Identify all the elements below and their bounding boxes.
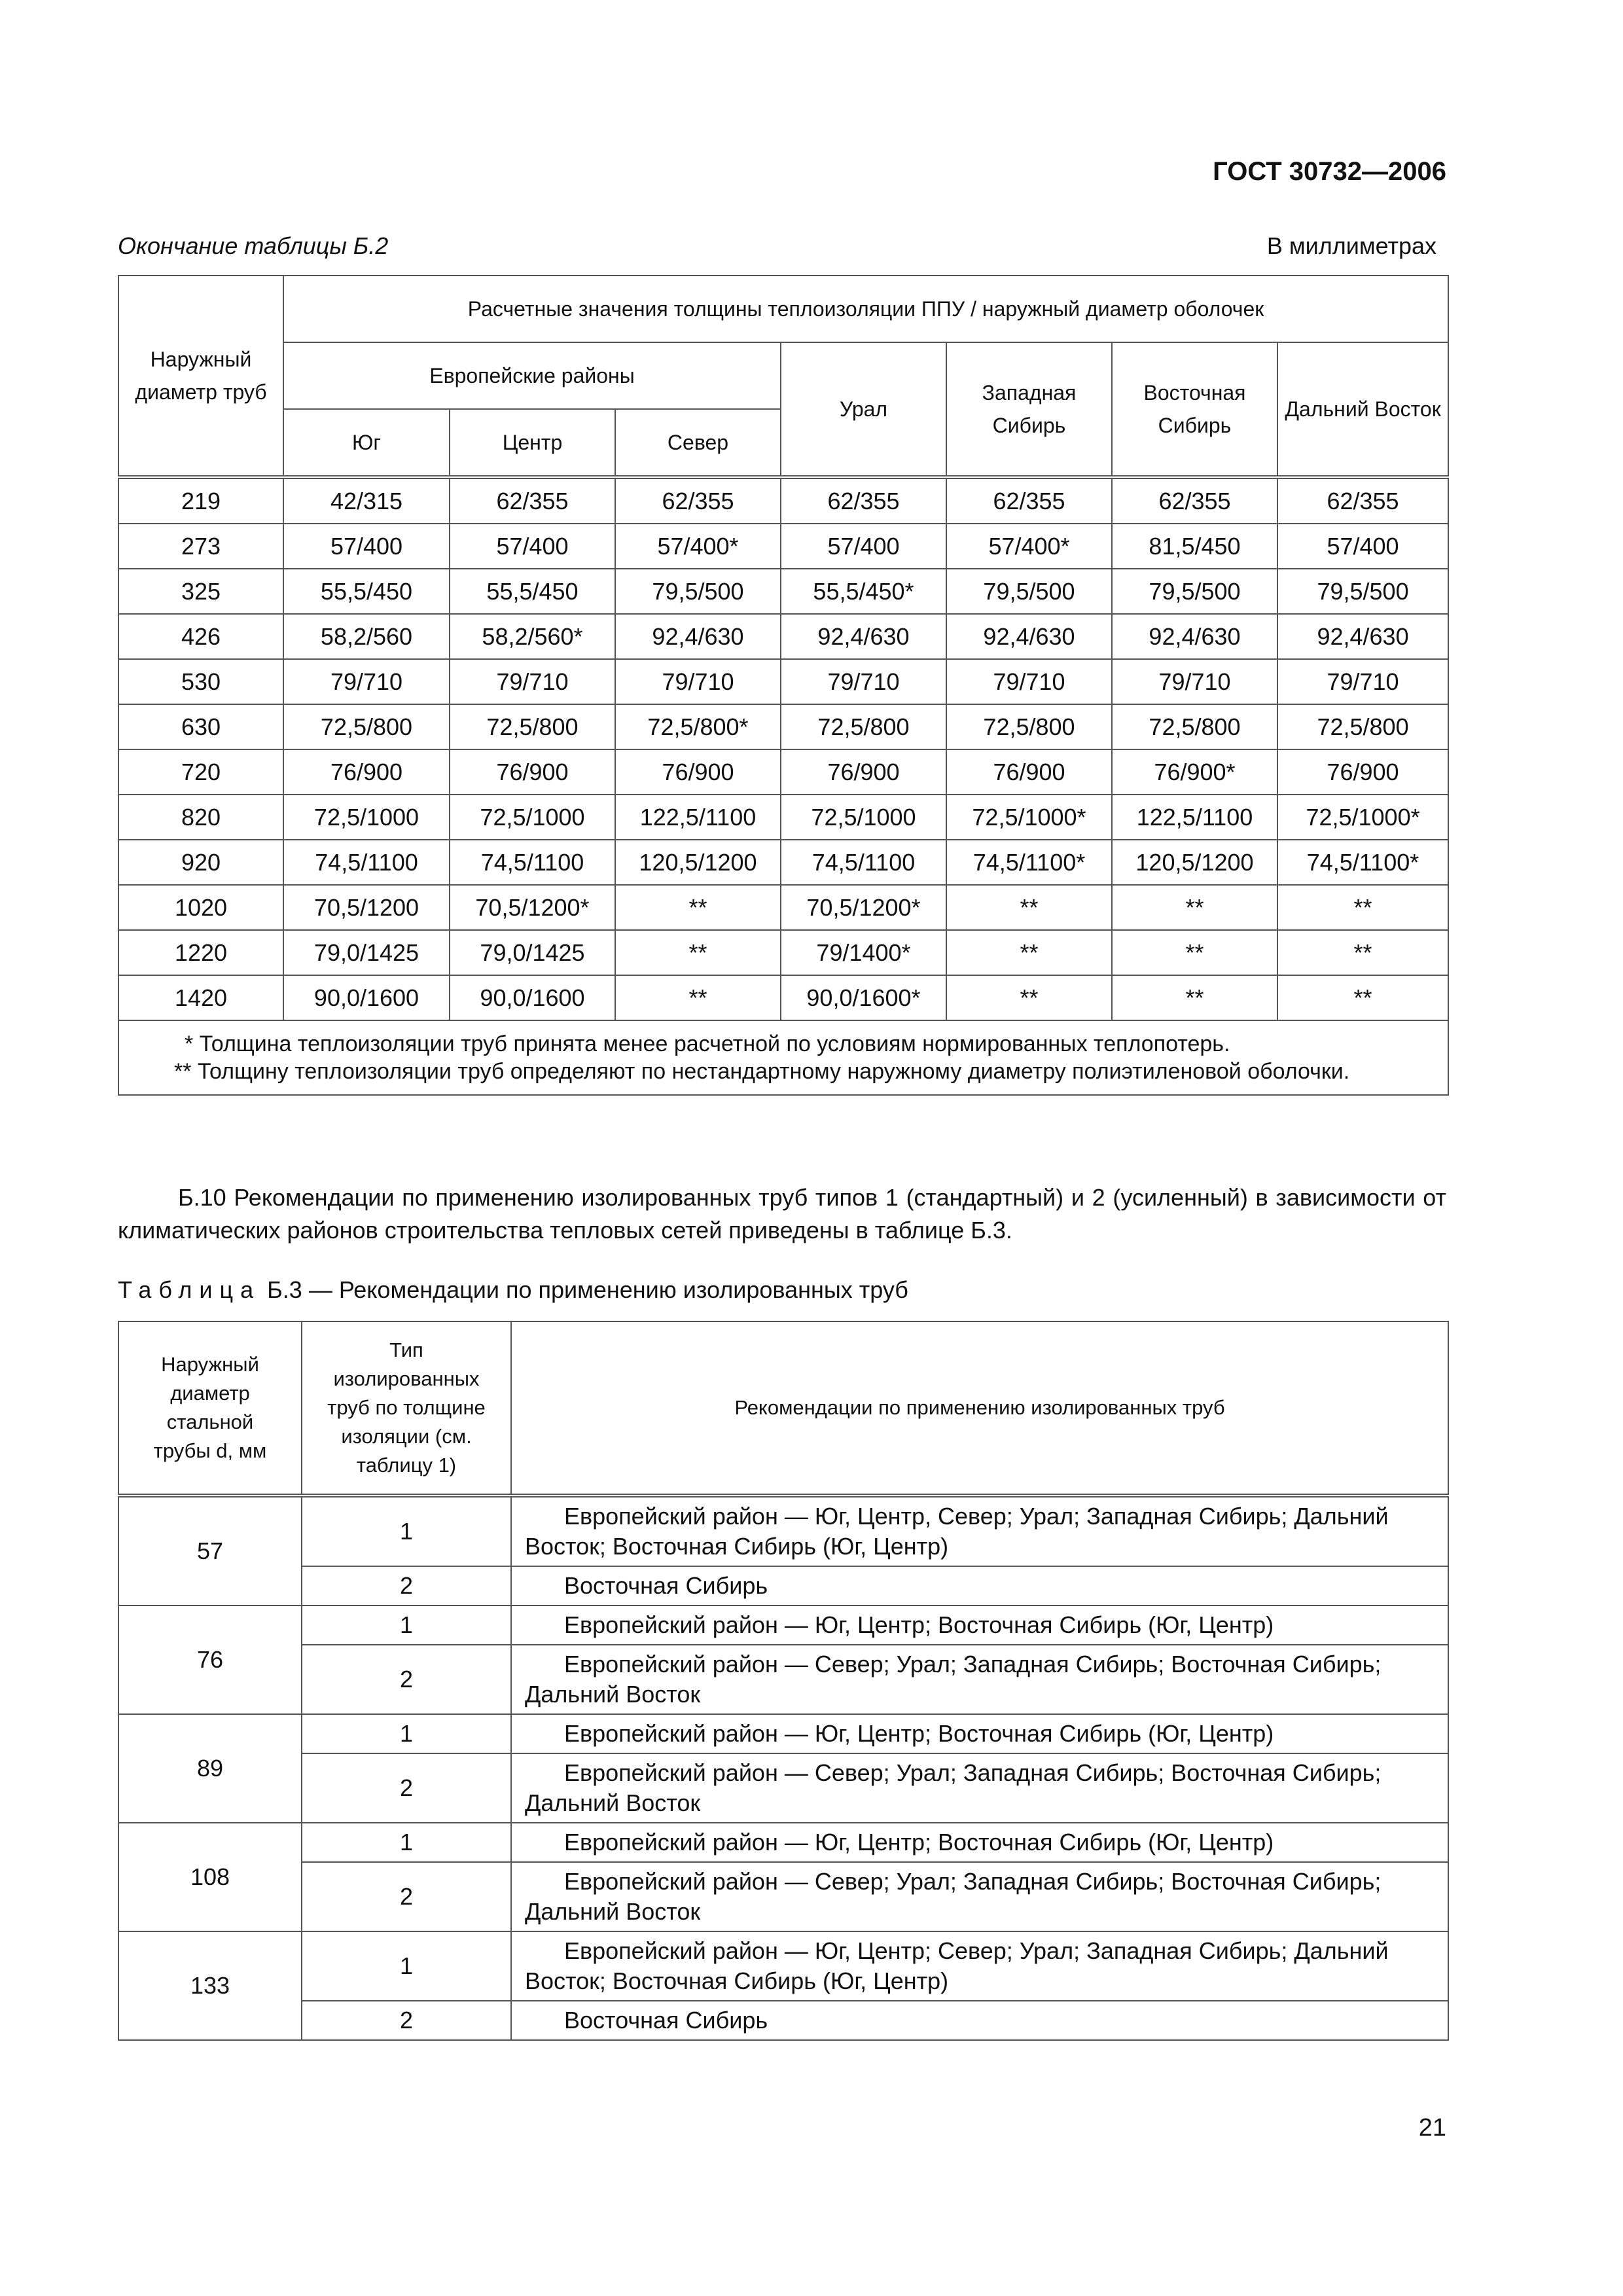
insulation-value-cell: 58,2/560 bbox=[283, 614, 450, 659]
insulation-value-cell: 70,5/1200 bbox=[283, 885, 450, 930]
table-b2-body bbox=[118, 477, 1448, 1020]
insulation-value-cell: 90,0/1600 bbox=[450, 975, 615, 1020]
insulation-value-cell: 79,5/500 bbox=[1112, 569, 1277, 614]
insulation-value-cell: ** bbox=[946, 930, 1112, 975]
pipe-diameter-cell: 1420 bbox=[118, 975, 283, 1020]
insulation-value-cell: 55,5/450 bbox=[283, 569, 450, 614]
col-header-region: Север bbox=[615, 409, 781, 477]
recommendation-text: Европейский район — Юг, Центр; Север; Урал; Западная Сибирь; Дальний Восток; Восточная Сибирь (Юг, Центр) bbox=[525, 1937, 1389, 1994]
insulation-value-cell: 74,5/1100 bbox=[450, 840, 615, 885]
insulation-value-cell: 72,5/1000* bbox=[946, 795, 1112, 840]
table-row bbox=[118, 2001, 1448, 2040]
pipe-type-cell: 2 bbox=[302, 1645, 511, 1714]
insulation-value-cell: 92,4/630 bbox=[946, 614, 1112, 659]
recommendation-text: Европейский район — Юг, Центр, Север; Урал; Западная Сибирь; Дальний Восток; Восточная Сибирь (Юг, Центр) bbox=[525, 1503, 1389, 1560]
table-row bbox=[118, 477, 1448, 524]
col-header-type: Тип изолированных труб по толщине изоляции (см. таблицу 1) bbox=[302, 1321, 511, 1496]
insulation-value-cell: 57/400 bbox=[781, 524, 946, 569]
recommendation-cell bbox=[511, 1753, 1448, 1823]
table-row bbox=[118, 1714, 1448, 1753]
pipe-diameter-cell: 76 bbox=[118, 1605, 302, 1714]
pipe-diameter-cell: 426 bbox=[118, 614, 283, 659]
table-b2-footnotes bbox=[118, 1020, 1448, 1095]
table-b3-body bbox=[118, 1496, 1448, 2040]
insulation-value-cell: 79/710 bbox=[781, 659, 946, 704]
recommendation-text: Европейский район — Север; Урал; Западная Сибирь; Восточная Сибирь; Дальний Восток bbox=[525, 1868, 1382, 1925]
table-row bbox=[118, 1862, 1448, 1931]
pipe-type-cell: 1 bbox=[302, 1931, 511, 2001]
footnote-1: * Толщина теплоизоляции труб принята менее расчетной по условиям нормированных теплопотерь. bbox=[185, 1031, 1230, 1056]
recommendation-text: Восточная Сибирь bbox=[564, 2007, 768, 2034]
units-label: В миллиметрах bbox=[1266, 232, 1436, 259]
recommendation-cell bbox=[511, 1566, 1448, 1605]
col-header-region: Восточная Сибирь bbox=[1112, 342, 1277, 477]
insulation-value-cell: ** bbox=[615, 930, 781, 975]
pipe-type-cell: 2 bbox=[302, 1862, 511, 1931]
insulation-value-cell: 92,4/630 bbox=[781, 614, 946, 659]
insulation-value-cell: 62/355 bbox=[781, 477, 946, 524]
insulation-value-cell: 76/900 bbox=[781, 749, 946, 795]
insulation-value-cell: 62/355 bbox=[1277, 477, 1448, 524]
table-row bbox=[118, 1753, 1448, 1823]
insulation-value-cell: 76/900 bbox=[615, 749, 781, 795]
pipe-diameter-cell: 920 bbox=[118, 840, 283, 885]
insulation-value-cell: 72,5/800 bbox=[1112, 704, 1277, 749]
table-row bbox=[118, 1645, 1448, 1714]
col-group-european: Европейские районы bbox=[283, 342, 781, 409]
col-header-region: Дальний Восток bbox=[1277, 342, 1448, 477]
recommendation-cell bbox=[511, 1496, 1448, 1566]
col-group-title: Расчетные значения толщины теплоизоляции ППУ / наружный диаметр оболочек bbox=[283, 276, 1448, 342]
recommendation-cell bbox=[511, 1823, 1448, 1862]
insulation-value-cell: 79,5/500 bbox=[946, 569, 1112, 614]
pipe-diameter-cell: 219 bbox=[118, 477, 283, 524]
table-row bbox=[118, 1823, 1448, 1862]
pipe-type-cell: 1 bbox=[302, 1496, 511, 1566]
insulation-value-cell: 57/400* bbox=[615, 524, 781, 569]
table-row bbox=[118, 704, 1448, 749]
table-row bbox=[118, 524, 1448, 569]
insulation-value-cell: 62/355 bbox=[615, 477, 781, 524]
paragraph-b10: Б.10 Рекомендации по применению изолированных труб типов 1 (стандартный) и 2 (усиленный) в зависимости от климатических районов строительства тепловых сетей приведены в таблице Б.3. bbox=[118, 1184, 1446, 1244]
insulation-value-cell: ** bbox=[1277, 975, 1448, 1020]
recommendation-text: Европейский район — Север; Урал; Западная Сибирь; Восточная Сибирь; Дальний Восток bbox=[525, 1651, 1382, 1708]
insulation-value-cell: 72,5/800 bbox=[781, 704, 946, 749]
pipe-type-cell: 1 bbox=[302, 1605, 511, 1645]
table-row bbox=[118, 795, 1448, 840]
insulation-value-cell: 58,2/560* bbox=[450, 614, 615, 659]
insulation-value-cell: 72,5/1000 bbox=[283, 795, 450, 840]
insulation-value-cell: 57/400 bbox=[283, 524, 450, 569]
table-row bbox=[118, 840, 1448, 885]
insulation-value-cell: ** bbox=[615, 885, 781, 930]
insulation-value-cell: 70,5/1200* bbox=[781, 885, 946, 930]
insulation-value-cell: 92,4/630 bbox=[1277, 614, 1448, 659]
page-number: 21 bbox=[1418, 2114, 1446, 2142]
insulation-value-cell: 79/710 bbox=[1277, 659, 1448, 704]
insulation-value-cell: 76/900 bbox=[1277, 749, 1448, 795]
pipe-type-cell: 1 bbox=[302, 1823, 511, 1862]
table-row bbox=[118, 930, 1448, 975]
insulation-value-cell: 62/355 bbox=[450, 477, 615, 524]
insulation-value-cell: 42/315 bbox=[283, 477, 450, 524]
insulation-value-cell: 76/900 bbox=[283, 749, 450, 795]
insulation-value-cell: 79,5/500 bbox=[1277, 569, 1448, 614]
insulation-value-cell: 72,5/800 bbox=[1277, 704, 1448, 749]
insulation-value-cell: 92,4/630 bbox=[615, 614, 781, 659]
table-row bbox=[118, 614, 1448, 659]
insulation-value-cell: 57/400 bbox=[450, 524, 615, 569]
col-header-diameter: Наружный диаметр труб bbox=[118, 276, 283, 477]
table-title-word: Таблица bbox=[118, 1276, 261, 1303]
insulation-value-cell: 74,5/1100* bbox=[1277, 840, 1448, 885]
table-title-text: Б.3 — Рекомендации по применению изолированных труб bbox=[267, 1276, 908, 1303]
insulation-value-cell: 90,0/1600* bbox=[781, 975, 946, 1020]
insulation-value-cell: 76/900 bbox=[946, 749, 1112, 795]
col-header-region: Центр bbox=[450, 409, 615, 477]
table-row bbox=[118, 1931, 1448, 2001]
insulation-value-cell: ** bbox=[1112, 885, 1277, 930]
table-row bbox=[118, 885, 1448, 930]
pipe-diameter-cell: 89 bbox=[118, 1714, 302, 1823]
pipe-diameter-cell: 530 bbox=[118, 659, 283, 704]
insulation-value-cell: 76/900 bbox=[450, 749, 615, 795]
insulation-value-cell: ** bbox=[1112, 930, 1277, 975]
recommendation-text: Европейский район — Юг, Центр; Восточная Сибирь (Юг, Центр) bbox=[564, 1611, 1274, 1638]
insulation-value-cell: 72,5/800 bbox=[946, 704, 1112, 749]
insulation-value-cell: 79/710 bbox=[283, 659, 450, 704]
insulation-value-cell: 79/710 bbox=[1112, 659, 1277, 704]
insulation-value-cell: 72,5/800* bbox=[615, 704, 781, 749]
recommendation-cell bbox=[511, 1714, 1448, 1753]
insulation-value-cell: 74,5/1100* bbox=[946, 840, 1112, 885]
insulation-value-cell: 76/900* bbox=[1112, 749, 1277, 795]
pipe-diameter-cell: 820 bbox=[118, 795, 283, 840]
insulation-value-cell: 81,5/450 bbox=[1112, 524, 1277, 569]
pipe-diameter-cell: 1220 bbox=[118, 930, 283, 975]
pipe-type-cell: 1 bbox=[302, 1714, 511, 1753]
col-header-region: Западная Сибирь bbox=[946, 342, 1112, 477]
insulation-value-cell: 72,5/1000 bbox=[450, 795, 615, 840]
insulation-value-cell: 55,5/450 bbox=[450, 569, 615, 614]
table-row bbox=[118, 659, 1448, 704]
insulation-value-cell: ** bbox=[946, 885, 1112, 930]
insulation-value-cell: 62/355 bbox=[946, 477, 1112, 524]
col-header-region: Юг bbox=[283, 409, 450, 477]
pipe-diameter-cell: 108 bbox=[118, 1823, 302, 1931]
pipe-diameter-cell: 325 bbox=[118, 569, 283, 614]
table-row bbox=[118, 749, 1448, 795]
insulation-value-cell: ** bbox=[946, 975, 1112, 1020]
insulation-value-cell: 79,5/500 bbox=[615, 569, 781, 614]
insulation-value-cell: 72,5/1000 bbox=[781, 795, 946, 840]
insulation-value-cell: 79/710 bbox=[615, 659, 781, 704]
pipe-type-cell: 2 bbox=[302, 1566, 511, 1605]
insulation-value-cell: 79,0/1425 bbox=[450, 930, 615, 975]
insulation-value-cell: 57/400* bbox=[946, 524, 1112, 569]
insulation-value-cell: 74,5/1100 bbox=[283, 840, 450, 885]
insulation-value-cell: ** bbox=[1277, 885, 1448, 930]
insulation-value-cell: 79/1400* bbox=[781, 930, 946, 975]
pipe-diameter-cell: 273 bbox=[118, 524, 283, 569]
table-row bbox=[118, 1605, 1448, 1645]
footnote-2: ** Толщину теплоизоляции труб определяют по нестандартному наружному диаметру полиэтиленовой оболочки. bbox=[174, 1059, 1350, 1084]
pipe-diameter-cell: 1020 bbox=[118, 885, 283, 930]
recommendation-cell bbox=[511, 1605, 1448, 1645]
pipe-type-cell: 2 bbox=[302, 1753, 511, 1823]
insulation-value-cell: 55,5/450* bbox=[781, 569, 946, 614]
insulation-value-cell: ** bbox=[615, 975, 781, 1020]
table-row bbox=[118, 1566, 1448, 1605]
recommendation-text: Европейский район — Север; Урал; Западная Сибирь; Восточная Сибирь; Дальний Восток bbox=[525, 1759, 1382, 1816]
continuation-caption: Окончание таблицы Б.2 bbox=[118, 232, 389, 259]
table-b2 bbox=[118, 275, 1449, 1096]
col-header-diameter: Наружный диаметр стальной трубы d, мм bbox=[118, 1321, 302, 1496]
insulation-value-cell: 122,5/1100 bbox=[615, 795, 781, 840]
insulation-value-cell: 90,0/1600 bbox=[283, 975, 450, 1020]
recommendation-cell bbox=[511, 1931, 1448, 2001]
recommendation-cell bbox=[511, 1645, 1448, 1714]
pipe-diameter-cell: 720 bbox=[118, 749, 283, 795]
insulation-value-cell: 72,5/800 bbox=[283, 704, 450, 749]
insulation-value-cell: ** bbox=[1112, 975, 1277, 1020]
table-b3 bbox=[118, 1321, 1449, 2041]
recommendation-text: Европейский район — Юг, Центр; Восточная Сибирь (Юг, Центр) bbox=[564, 1829, 1274, 1856]
insulation-value-cell: 62/355 bbox=[1112, 477, 1277, 524]
insulation-value-cell: 72,5/800 bbox=[450, 704, 615, 749]
col-header-recommendations: Рекомендации по применению изолированных труб bbox=[511, 1321, 1448, 1496]
table-b3-title bbox=[118, 1276, 908, 1304]
insulation-value-cell: 70,5/1200* bbox=[450, 885, 615, 930]
insulation-value-cell: ** bbox=[1277, 930, 1448, 975]
standard-code: ГОСТ 30732—2006 bbox=[1213, 157, 1446, 186]
col-header-region: Урал bbox=[781, 342, 946, 477]
insulation-value-cell: 74,5/1100 bbox=[781, 840, 946, 885]
recommendation-cell bbox=[511, 1862, 1448, 1931]
table-row bbox=[118, 1496, 1448, 1566]
pipe-diameter-cell: 57 bbox=[118, 1496, 302, 1605]
insulation-value-cell: 57/400 bbox=[1277, 524, 1448, 569]
pipe-type-cell: 2 bbox=[302, 2001, 511, 2040]
insulation-value-cell: 79/710 bbox=[450, 659, 615, 704]
recommendation-text: Восточная Сибирь bbox=[564, 1572, 768, 1599]
insulation-value-cell: 92,4/630 bbox=[1112, 614, 1277, 659]
recommendation-text: Европейский район — Юг, Центр; Восточная Сибирь (Юг, Центр) bbox=[564, 1720, 1274, 1747]
pipe-diameter-cell: 630 bbox=[118, 704, 283, 749]
pipe-diameter-cell: 133 bbox=[118, 1931, 302, 2040]
table-row bbox=[118, 569, 1448, 614]
recommendation-cell bbox=[511, 2001, 1448, 2040]
insulation-value-cell: 79,0/1425 bbox=[283, 930, 450, 975]
insulation-value-cell: 120,5/1200 bbox=[1112, 840, 1277, 885]
insulation-value-cell: 120,5/1200 bbox=[615, 840, 781, 885]
insulation-value-cell: 72,5/1000* bbox=[1277, 795, 1448, 840]
insulation-value-cell: 122,5/1100 bbox=[1112, 795, 1277, 840]
table-row bbox=[118, 975, 1448, 1020]
insulation-value-cell: 79/710 bbox=[946, 659, 1112, 704]
